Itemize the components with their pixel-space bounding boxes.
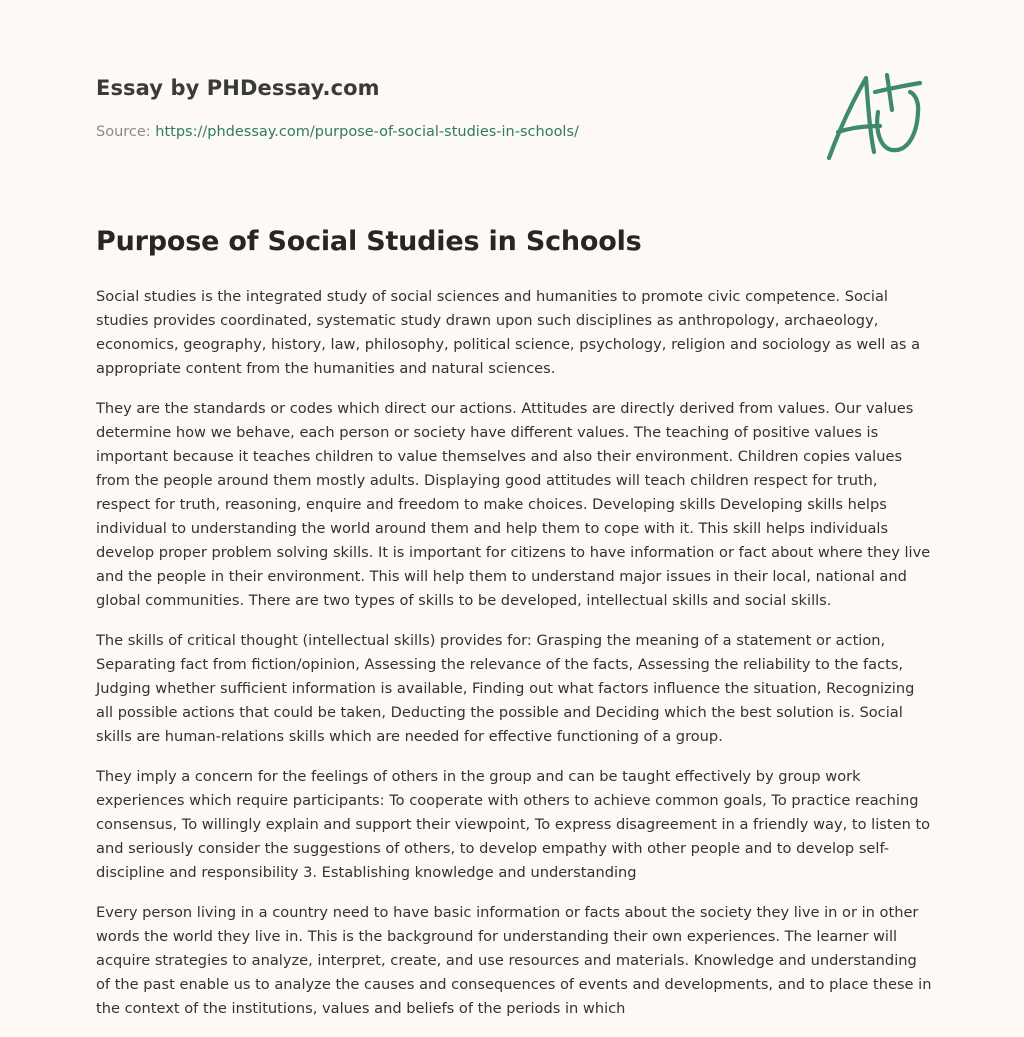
article-paragraph: Every person living in a country need to have basic information or facts about the society they live in or in other words the world they live in. This is the background for understanding their own experiences. The learner will acquire strategies to analyze, interpret, create, and use resources and materials. Knowledge and understanding of the past enable us to analyze the causes and consequences of events and developments, and to place these in the context of the institutions, values and beliefs of the periods in which xyxy=(96,904,932,1017)
brand-heading: Essay by PHDessay.com xyxy=(96,76,380,100)
source-line xyxy=(96,124,579,140)
source-label: Source: xyxy=(96,124,156,140)
source-link[interactable]: https://phdessay.com/purpose-of-social-studies-in-schools/ xyxy=(155,124,579,140)
article-paragraph: The skills of critical thought (intellectual skills) provides for: Grasping the meaning of a statement or action, Separating fact from fiction/opinion, Assessing the relevance of the facts, Assessing the reliability to the facts, Judging whether sufficient information is available, Finding out what factors influence the situation, Recognizing all possible actions that could be taken, Deducting the possible and Deciding which the best solution is. Social skills are human-relations skills which are needed for effective functioning of a group. xyxy=(96,632,915,745)
article-body xyxy=(96,285,934,1037)
article-paragraph: Social studies is the integrated study of social sciences and humanities to promote civic competence. Social studies provides coordinated, systematic study drawn upon such disciplines as anthropology, archaeology, economics, geography, history, law, philosophy, political science, psychology, religion and sociology as well as a appropriate content from the humanities and natural sciences. xyxy=(96,288,921,377)
a-plus-icon xyxy=(820,66,930,166)
article-paragraph: They are the standards or codes which direct our actions. Attitudes are directly derived from values. Our values determine how we behave, each person or society have different values. The teaching of positive values is important because it teaches children to value themselves and also their environment. Children copies values from the people around them mostly adults. Displaying good attitudes will teach children respect for truth, respect for truth, reasoning, enquire and freedom to make choices. Developing skills Developing skills helps individual to understanding the world around them and help them to cope with it. This skill helps individuals develop proper problem solving skills. It is important for citizens to have information or fact about where they live and the people in their environment. This will help them to understand major issues in their local, national and global communities. There are two types of skills to be developed, intellectual skills and social skills. xyxy=(96,400,931,609)
page-title: Purpose of Social Studies in Schools xyxy=(96,226,642,257)
article-paragraph: They imply a concern for the feelings of others in the group and can be taught effectively by group work experiences which require participants: To cooperate with others to achieve common goals, To practice reaching consensus, To willingly explain and support their viewpoint, To express disagreement in a friendly way, to listen to and seriously consider the suggestions of others, to develop empathy with other people and to develop self-discipline and responsibility 3. Establishing knowledge and understanding xyxy=(96,768,931,881)
